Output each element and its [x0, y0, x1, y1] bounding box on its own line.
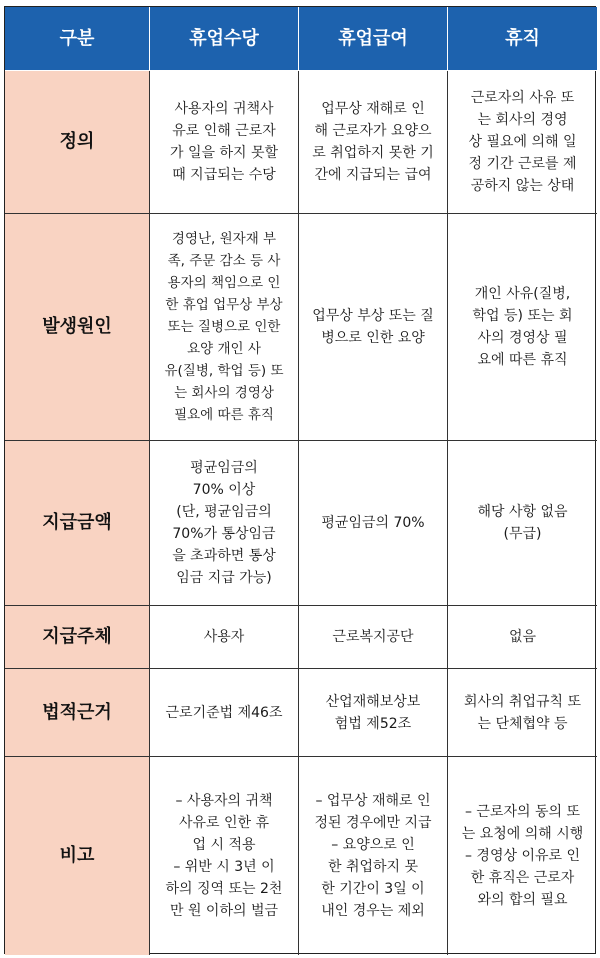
- row-label-amount: 지급금액: [5, 441, 150, 606]
- row-label-payer: 지급주체: [5, 606, 150, 669]
- table-grid: [4, 6, 596, 954]
- table-cell: 산업재해보상보 험법 제52조: [299, 669, 448, 757]
- row-label-notes: 비고: [5, 757, 150, 955]
- table-cell: – 업무상 재해로 인 정된 경우에만 지급 – 요양으로 인 한 취업하지 못 한 기간이 3일 이 내인 경우는 제외: [299, 757, 448, 955]
- table-cell: 근로복지공단: [299, 606, 448, 669]
- table-cell: 개인 사유(질병, 학업 등) 또는 회 사의 경영상 필 요에 따른 휴직: [448, 214, 597, 441]
- table-cell: – 근로자의 동의 또 는 요청에 의해 시행 – 경영상 이유로 인 한 휴직은 근로자 와의 합의 필요: [461, 804, 584, 908]
- table-cell: 평균임금의 70%: [299, 441, 448, 606]
- header-leave-allowance: 휴업수당: [150, 7, 299, 71]
- table-cell: 없음: [448, 606, 597, 669]
- table-cell: 경영난, 원자재 부 족, 주문 감소 등 사 용자의 책임으로 인 한 휴업 업무상 부상 또는 질병으로 인한 요양 개인 사 유(질병, 학업 등) 또 는 회사의 경영상 필요에 따른 휴직: [150, 214, 299, 441]
- row-label-cause: 발생원인: [5, 214, 150, 441]
- table-cell: 사용자: [150, 606, 299, 669]
- table-cell: – 사용자의 귀책 사유로 인한 휴 업 시 적용 – 위반 시 3년 이 하의 징역 또는 2천 만 원 이하의 벌금: [150, 757, 299, 955]
- row-label-legal-basis: 법적근거: [5, 669, 150, 757]
- table-cell: 해당 사항 없음 (무급): [448, 441, 597, 606]
- table-cell: 근로기준법 제46조: [150, 669, 299, 757]
- header-leave-benefit: 휴업급여: [299, 7, 448, 71]
- row-label-definition: 정의: [5, 71, 150, 214]
- table-cell: 업무상 재해로 인 해 근로자가 요양으 로 취업하지 못한 기 간에 지급되는 급여: [299, 71, 448, 214]
- header-category: 구분: [5, 7, 150, 71]
- table-cell: 회사의 취업규칙 또 는 단체협약 등: [448, 669, 597, 757]
- header-leave-of-absence: 휴직: [448, 7, 597, 71]
- table-cell: 근로자의 사유 또 는 회사의 경영 상 필요에 의해 일 정 기간 근로를 제 공하지 않는 상태: [448, 71, 597, 214]
- table-cell: 사용자의 귀책사 유로 인해 근로자 가 일을 하지 못할 때 지급되는 수당: [150, 71, 299, 214]
- table-cell: 평균임금의 70% 이상 (단, 평균임금의 70%가 통상임금 을 초과하면 통상 임금 지급 가능): [150, 441, 299, 606]
- table-cell: 업무상 부상 또는 질 병으로 인한 요양: [299, 214, 448, 441]
